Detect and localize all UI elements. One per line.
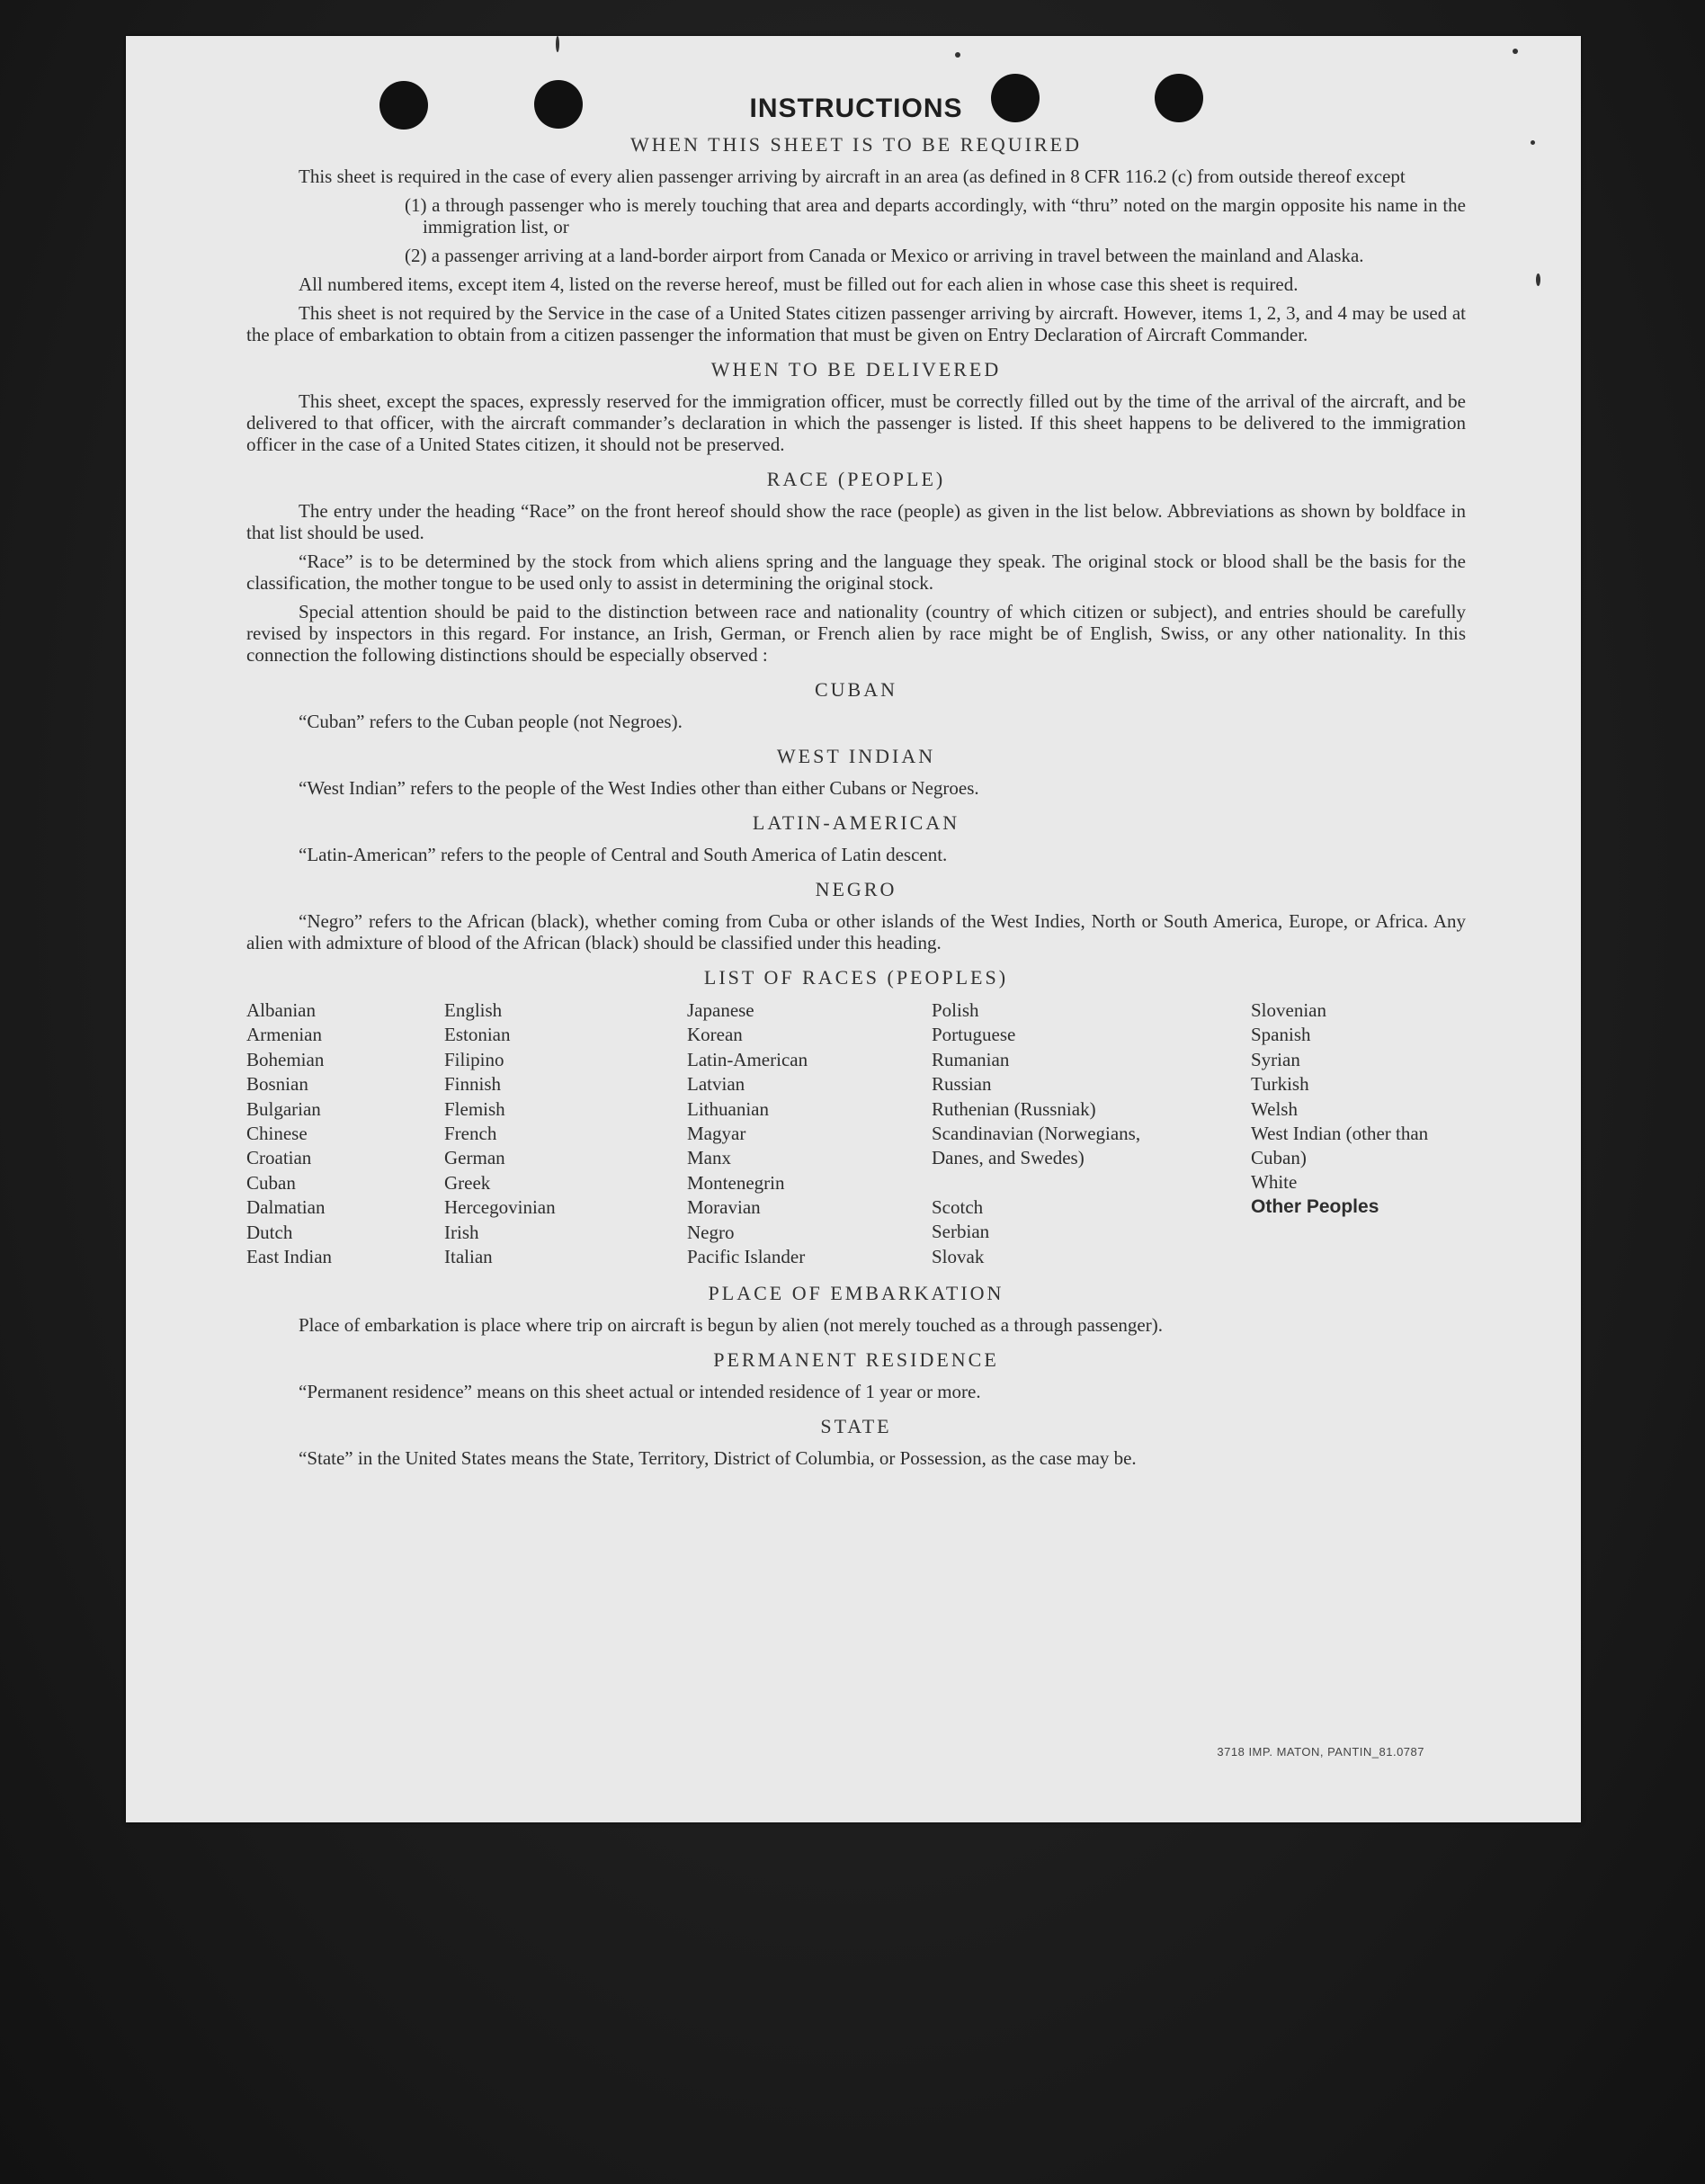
list-item: (1) a through passenger who is merely touching that area and departs accordingly, with “thru” noted on the margin opposite his name in the immigration list, or <box>405 194 1466 237</box>
section-heading: PERMANENT RESIDENCE <box>713 1348 999 1372</box>
printer-imprint: 3718 IMP. MATON, PANTIN_81.0787 <box>1217 1745 1424 1759</box>
scan-mark <box>955 52 960 58</box>
race-entry: Finnish <box>444 1073 502 1096</box>
race-entry: Filipino <box>444 1048 504 1070</box>
race-entry: Albanian <box>246 999 316 1021</box>
races-list <box>246 998 1466 1269</box>
section-heading: RACE (PEOPLE) <box>766 468 946 490</box>
race-entry: Bosnian <box>246 1073 308 1096</box>
race-entry: German <box>444 1147 505 1169</box>
section-heading: WHEN THIS SHEET IS TO BE REQUIRED <box>630 133 1082 156</box>
race-entry: Rumanian <box>932 1048 1010 1070</box>
race-entry: Latin-American <box>687 1048 808 1070</box>
race-entry: Serbian <box>932 1221 990 1243</box>
section-heading: NEGRO <box>815 878 897 900</box>
scan-mark <box>1536 273 1540 286</box>
section-heading: CUBAN <box>814 678 897 701</box>
race-entry: Negro <box>687 1221 735 1243</box>
scan-mark <box>556 36 559 52</box>
section-heading: WEST INDIAN <box>776 745 936 767</box>
race-entry: Armenian <box>246 1024 322 1046</box>
race-entry: Dutch <box>246 1221 293 1243</box>
race-entry: East Indian <box>246 1246 333 1268</box>
races-column-5 <box>1251 998 1466 1269</box>
section-heading: LIST OF RACES (PEOPLES) <box>703 966 1009 989</box>
race-entry: Bulgarian <box>246 1097 321 1120</box>
race-entry: Scandinavian (Norwegians, Danes, and Swedes) <box>932 1123 1141 1169</box>
race-entry: Latvian <box>687 1073 745 1096</box>
paragraph: Place of embarkation is place where trip on aircraft is begun by alien (not merely touched as a through passenger). <box>299 1314 1163 1337</box>
section-heading: WHEN TO BE DELIVERED <box>710 358 1002 380</box>
race-entry: English <box>444 999 503 1021</box>
section-heading: PLACE OF EMBARKATION <box>708 1282 1004 1305</box>
paragraph: Special attention should be paid to the distinction between race and nationality (country of which citizen or subject), and entries should be carefully revised by inspectors in this regard. For instance, an Irish, German, or French alien by race might be of English, Swiss, or any other nationality. In this connection the following distinctions should be especially observed : <box>246 601 1466 666</box>
paragraph: This sheet, except the spaces, expressly reserved for the immigration officer, must be correctly filled out by the time of the arrival of the aircraft, and be delivered to that officer, with the aircraft commander’s declaration in which the passenger is listed. If this sheet happens to be delivered to the immigration officer in the case of a United States citizen, it should not be preserved. <box>246 390 1466 455</box>
paragraph: “Race” is to be determined by the stock from which aliens spring and the language they speak. The original stock or blood shall be the basis for the classification, the mother tongue to be used only to assist in determining the original stock. <box>246 550 1466 594</box>
page-title: INSTRUCTIONS <box>749 94 963 123</box>
race-entry: Cuban <box>246 1171 296 1194</box>
list-item: (2) a passenger arriving at a land-border airport from Canada or Mexico or arriving in travel between the mainland and Alaska. <box>405 245 1364 266</box>
race-entry: Flemish <box>444 1097 505 1120</box>
race-entry: Syrian <box>1251 1048 1300 1070</box>
paragraph: The entry under the heading “Race” on the front hereof should show the race (people) as given in the list below. Abbreviations as shown by boldface in that list should be used. <box>246 500 1466 543</box>
race-entry: Greek <box>444 1171 491 1194</box>
paragraph: “West Indian” refers to the people of the West Indies other than either Cubans or Negroes. <box>299 777 979 799</box>
paragraph: “Negro” refers to the African (black), whether coming from Cuba or other islands of the West Indies, North or South America, Europe, or Africa. Any alien with admixture of blood of the African (black) should be classified under this heading. <box>246 910 1466 953</box>
race-entry: Hercegovinian <box>444 1196 556 1219</box>
section-heading: STATE <box>820 1415 892 1438</box>
race-entry: Moravian <box>687 1196 761 1219</box>
race-entry: Slovak <box>932 1245 985 1267</box>
race-entry: West Indian (other than Cuban) <box>1251 1123 1429 1169</box>
race-entry: Magyar <box>687 1123 746 1145</box>
scan-mark <box>1531 140 1535 145</box>
races-column-4 <box>932 998 1251 1269</box>
paragraph: All numbered items, except item 4, listed on the reverse hereof, must be filled out for each alien in whose case this sheet is required. <box>299 273 1299 295</box>
paragraph: “Latin-American” refers to the people of Central and South America of Latin descent. <box>299 844 948 865</box>
race-entry: Pacific Islander <box>687 1246 806 1268</box>
race-entry: Montenegrin <box>687 1171 785 1194</box>
race-entry: Manx <box>687 1147 731 1169</box>
race-entry: French <box>444 1123 497 1145</box>
paragraph: “Permanent residence” means on this sheet actual or intended residence of 1 year or more. <box>299 1381 981 1403</box>
race-entry: Korean <box>687 1024 743 1046</box>
scan-mark <box>1513 49 1518 54</box>
race-entry: Irish <box>444 1221 479 1243</box>
race-entry: Slovenian <box>1251 999 1326 1021</box>
race-entry: Ruthenian (Russniak) <box>932 1097 1096 1120</box>
race-entry: Scotch <box>932 1196 984 1219</box>
race-entry: Dalmatian <box>246 1196 326 1219</box>
instructions-content <box>246 94 1466 1476</box>
paragraph: “State” in the United States means the State, Territory, District of Columbia, or Possession, as the case may be. <box>299 1447 1137 1470</box>
race-entry: Japanese <box>687 999 754 1021</box>
races-column-2 <box>444 998 687 1269</box>
race-entry: Bohemian <box>246 1048 325 1070</box>
race-entry: Croatian <box>246 1147 312 1169</box>
races-column-1 <box>246 998 444 1269</box>
paragraph: This sheet is required in the case of every alien passenger arriving by aircraft in an area (as defined in 8 CFR 116.2 (c) from outside thereof except <box>299 166 1406 187</box>
race-entry: Estonian <box>444 1024 511 1046</box>
race-entry: Chinese <box>246 1123 308 1145</box>
race-entry: Portuguese <box>932 1024 1016 1046</box>
race-entry: Turkish <box>1251 1073 1309 1096</box>
race-entry: Italian <box>444 1246 493 1268</box>
race-entry: Welsh <box>1251 1097 1298 1120</box>
section-heading: LATIN-AMERICAN <box>752 811 960 834</box>
paragraph: This sheet is not required by the Service in the case of a United States citizen passenger arriving by aircraft. However, items 1, 2, 3, and 4 may be used at the place of embarkation to obtain from a citizen passenger the information that must be given on Entry Declaration of Aircraft Commander. <box>246 302 1466 345</box>
race-entry: Russian <box>932 1073 992 1096</box>
races-column-3 <box>687 998 932 1269</box>
race-entry: Other Peoples <box>1251 1196 1379 1218</box>
race-entry: Spanish <box>1251 1024 1311 1046</box>
race-entry: Polish <box>932 999 979 1021</box>
race-entry: Lithuanian <box>687 1097 769 1120</box>
document-page <box>126 36 1581 1822</box>
paragraph: “Cuban” refers to the Cuban people (not Negroes). <box>299 711 683 732</box>
race-entry: White <box>1251 1171 1298 1194</box>
